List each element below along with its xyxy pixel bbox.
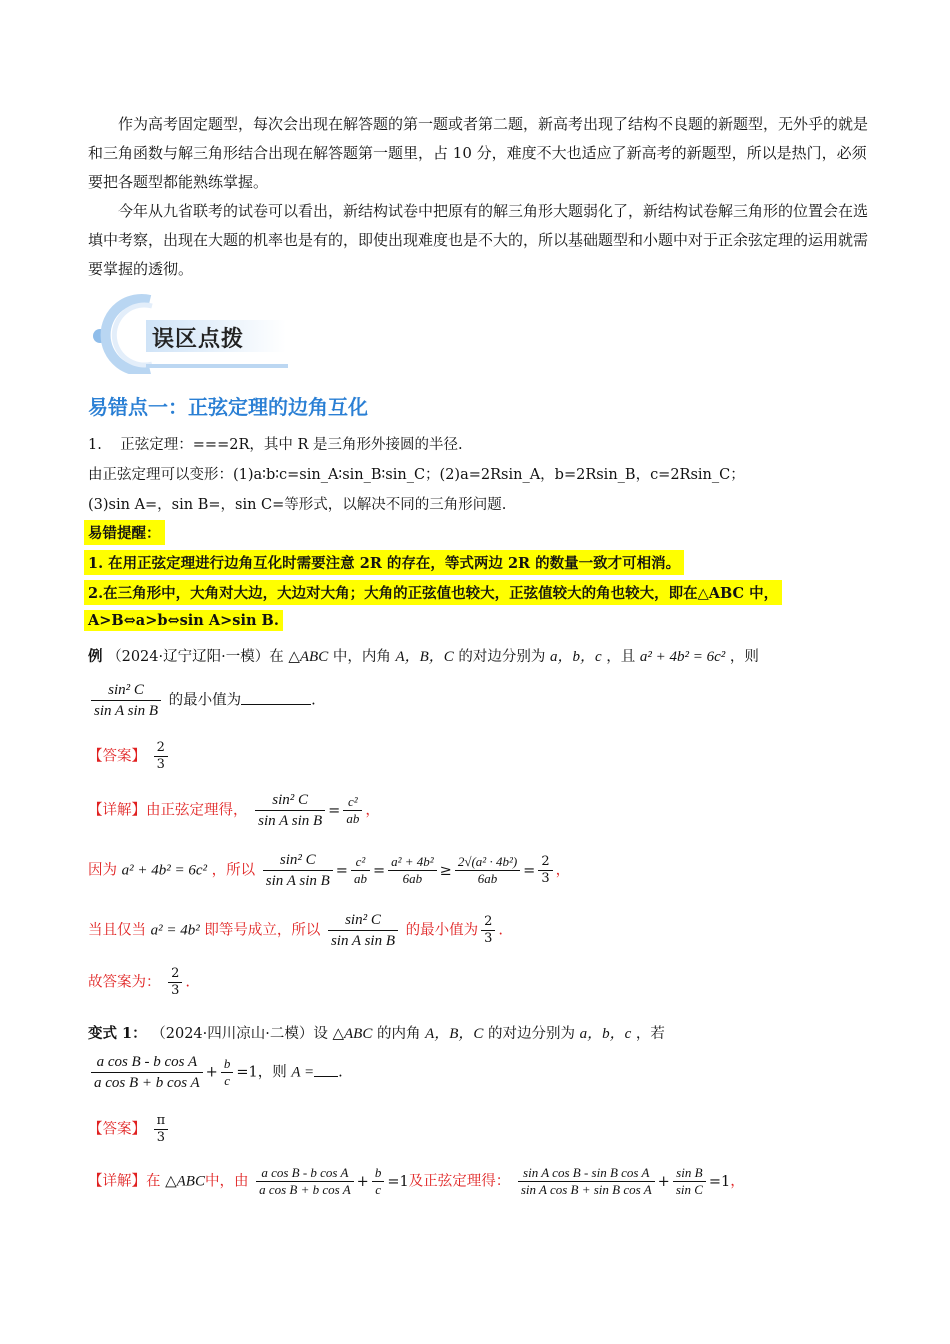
vd-eq: =1 [387,1173,409,1190]
d2-f1-num: sin² C [263,850,333,871]
example-label: 例 [88,648,103,665]
vd1-num: a cos B - b cos A [256,1165,354,1182]
variant-answer-frac [154,1113,169,1146]
frac-denominator: sin A sin B [94,703,159,719]
theory-number: 1. [88,437,102,453]
vd-frac-4 [673,1165,706,1198]
tip-1: 1. 在用正弦定理进行边角互化时需要注意 2R 的存在，等式两边 2R 的数量一致才可相消。 [84,550,684,575]
vd1-den: a cos B + b cos A [259,1182,351,1197]
vd-eq-2: =1 [708,1173,731,1190]
variant-detail-tri: △ABC [165,1173,205,1190]
final-text: 故答案为： [88,974,161,991]
final-num: 2 [168,966,182,983]
example-text-4: ，则 [729,649,759,665]
banner-title: 误区点拨 [152,327,245,352]
theory-line-1 [88,433,463,454]
variant-and: 及正弦定理得： [408,1173,511,1190]
example-triangle: △ABC [288,649,329,665]
d2-frac-5 [538,854,552,887]
vd4-den: sin C [675,1182,703,1197]
variant-angles: A，B，C [425,1026,484,1042]
variant-text-2: 的对边分别为 [488,1026,576,1042]
vf2-den: c [224,1073,230,1088]
vd4-num: sin B [673,1165,706,1182]
example-source: （2024·辽宁辽阳·一模）在 [107,649,284,665]
variant-mid: 中，由 [204,1173,249,1190]
variant-text-3: ，若 [635,1026,665,1042]
d2-frac-1 [263,850,333,891]
intro-paragraph-2: 今年从九省联考的试卷可以看出，新结构试卷中把原有的解三角形大题弱化了，新结构试卷解三角形的位置会在选填中考察，出现在大题的机率也是有的，即使出现难度也是不大的，所以基础题型和小题中对于正余弦定理的运用就需要掌握的透彻。 [88,202,869,278]
example-sides: a，b，c [550,649,602,665]
vd-frac-3 [518,1165,655,1198]
theory-text-1: 正弦定理：===2R，其中 R 是三角形外接圆的半径. [120,437,463,453]
d2-frac-3 [388,854,437,887]
vf1-den: a cos B + b cos A [94,1075,200,1091]
theory-line-3: (3)sin A=，sin B=，sin C=等形式，以解决不同的三角形问题. [88,497,507,513]
tips-label: 易错提醒： [84,520,165,545]
variant-answer-label: 【答案】 [88,1121,146,1138]
va-den: 3 [156,1130,166,1145]
example-text-2: 的对边分别为 [458,649,546,665]
final-frac [168,966,182,999]
vd3-num: sin A cos B - sin B cos A [518,1165,655,1182]
d2-f3-num: a² + 4b² [388,854,437,871]
example-detail-2: 因为 a² + 4b² = 6c² ，所以 $\frac{\text{sin² C}}{\text{sin A sin B}}$ = $\frac{\text{c²}}{ab}$ = $\frac{\text{a² + 4b²}}{6ab}$ ≥ $\frac{\text{2√(a² · 4b²)}}{6ab}$ = $\frac{2}{3}$ ， [88,852,571,889]
variant-frac-1 [91,1052,203,1093]
d2-f5-num: 2 [538,854,552,871]
when-mid: 即等号成立，所以 [204,922,321,939]
vd-frac-2 [372,1165,385,1198]
d3-den: sin A sin B [330,933,395,949]
variant-detail-label: 【详解】 [88,1173,146,1190]
tip-2a: 2.在三角形中，大角对大边，大边对大角；大角的正弦值也较大，正弦值较大的角也较大，即在△ABC 中， [84,580,782,605]
variant-eq: =1 [236,1064,258,1081]
variant-blank [314,1076,338,1077]
section-banner [90,292,290,374]
d2-frac-2 [351,854,370,887]
frac-numerator: sin² C [91,680,161,701]
d1-num: sin² C [255,790,325,811]
d2-f2-num: c² [351,854,370,871]
theory-line-2: 由正弦定理可以变形：(1)a∶b∶c=sin_A∶sin_B∶sin_C；(2)a=2Rsin_A，b=2Rsin_B，c=2Rsin_C； [88,467,745,483]
variant-sides: a，b，c [579,1026,632,1042]
detail-label: 【详解】 [88,802,146,819]
variant-then: ，则 [257,1064,287,1081]
variant-answer [88,1113,171,1146]
d1-rden: ab [346,811,360,826]
because-cond: a² + 4b² = 6c² [121,862,208,879]
d1-den: sin A sin B [258,813,323,829]
example-answer [88,740,171,773]
vf2-num: b [221,1056,234,1073]
variant-condition: $\frac{\text{a cos B - b cos A}}{\text{a cos B + b cos A}}$ + $\frac{b}{c}$ =1，则 A = . [88,1052,343,1093]
example-final: 故答案为： $\frac{2}{3}$ . [88,966,190,998]
d3-ans-den: 3 [484,931,493,946]
d1-rnum: c² [343,794,362,811]
example-fraction [91,680,161,721]
when-text: 当且仅当 [88,922,146,939]
vd-frac-1 [256,1165,354,1198]
example-detail-1: 【详解】由正弦定理得， $\frac{\text{sin² C}}{\text{sin A sin B}}$ = $\frac{\text{c²}}{ab}$ ， [88,792,380,829]
variant-statement [88,1022,665,1043]
section-heading: 易错点一：正弦定理的边角互化 [88,395,368,419]
tip-2b: A>B⇔a>b⇔sin A>sin B. [84,610,283,631]
d3-ans [481,914,495,947]
example-question [88,680,316,721]
answer-num: 2 [154,740,168,757]
variant-in: 在 [146,1173,161,1190]
va-num: π [154,1113,169,1130]
answer-fraction [154,740,168,773]
vd2-den: c [375,1182,381,1197]
answer-blank [241,704,311,705]
d2-f1-den: sin A sin B [265,873,330,889]
variant-text-1: 的内角 [376,1026,421,1042]
example-angles: A，B，C [395,649,454,665]
variant-frac-2 [221,1056,234,1089]
variant-detail: 【详解】在 △ABC中，由 $\frac{\text{a cos B - b cos A}}{\text{a cos B + b cos A}}$ + $\frac{b}{c}$ =1及正弦定理得： $\frac{\text{sin A cos B - sin B cos A}}{\text{sin A cos B + sin B cos A}}$ + $\frac{\text{sin B}}{\text{sin C}}$ =1， [88,1165,745,1197]
answer-den: 3 [156,757,165,772]
answer-label: 【答案】 [88,748,146,765]
d2-f5-den: 3 [541,871,550,886]
vd3-den: sin A cos B + sin B cos A [520,1182,652,1197]
example-text-1: 中，内角 [332,649,391,665]
when-cond: a² = 4b² [150,922,200,939]
vd2-num: b [372,1165,385,1182]
d2-f4-den: 6ab [477,871,498,886]
period: . [311,692,316,709]
d3-ans-num: 2 [481,914,495,931]
detail-frac-2 [343,794,362,827]
example-statement [88,645,759,666]
variant-ask: A = [291,1064,315,1081]
final-den: 3 [171,983,180,998]
d2-f3-den: 6ab [402,871,423,886]
because-text: 因为 [88,862,117,879]
d2-f4-num: 2√(a² · 4b²) [455,854,520,871]
d2-f2-den: ab [353,871,367,886]
example-condition: a² + 4b² = 6c² [639,649,726,665]
variant-label: 变式 1： [88,1025,147,1042]
vf1-num: a cos B - b cos A [91,1052,203,1073]
intro-paragraph-1: 作为高考固定题型，每次会出现在解答题的第一题或者第二题，新高考出现了结构不良题的新题型，无外乎的就是和三角函数与解三角形结合出现在解答题第一题里，占 10 分，难度不大也适应了新高考的新题型，所以是热门，必须要把各题型都能熟练掌握。 [88,115,869,191]
detail-frac-1 [255,790,325,831]
example-ask: 的最小值为 [168,692,242,709]
example-text-3: ，且 [606,649,636,665]
when-end: 的最小值为 [405,922,479,939]
variant-source: （2024·四川凉山·二模）设 [151,1026,328,1042]
so-text: ，所以 [211,862,256,879]
d3-num: sin² C [328,910,398,931]
example-detail-3: 当且仅当 a² = 4b² 即等号成立，所以 $\frac{\text{sin² C}}{\text{sin A sin B}}$ 的最小值为 $\frac{2}{3}$ . [88,912,503,949]
detail-text-1: 由正弦定理得， [146,802,248,819]
d2-frac-4 [455,854,520,887]
d3-frac [328,910,398,951]
variant-triangle: △ABC [332,1026,373,1042]
